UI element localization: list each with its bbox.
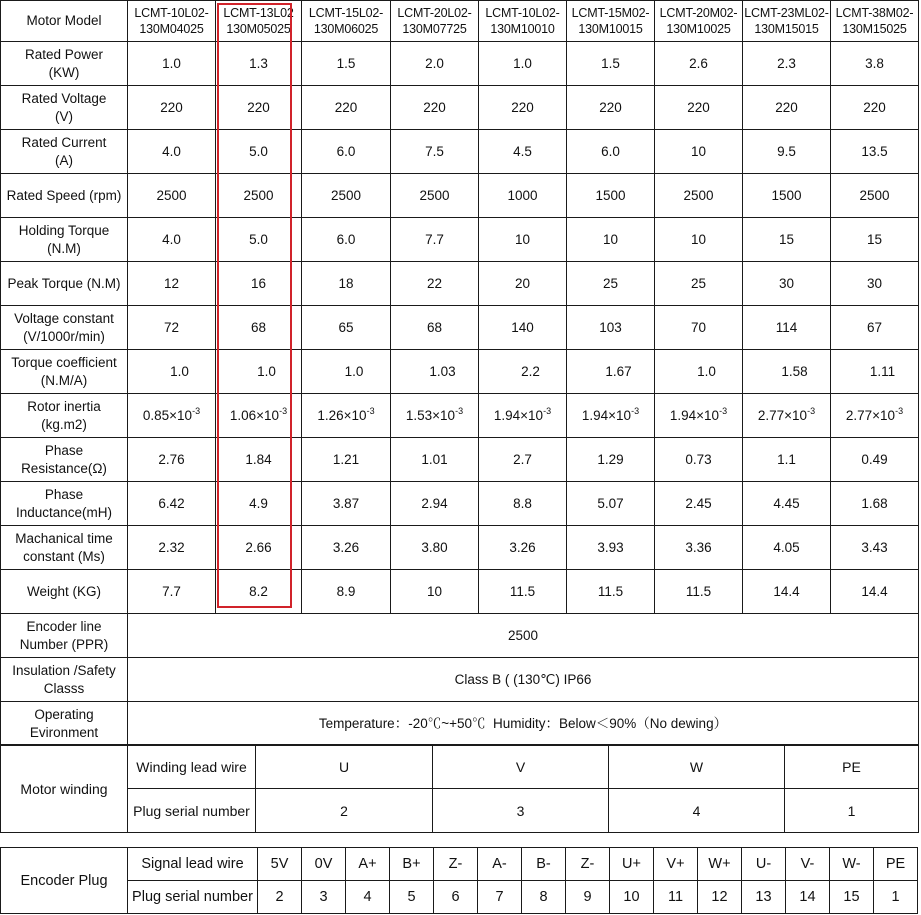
spec-value-cell	[128, 394, 216, 438]
encoder-plug-value-cell: A-	[478, 848, 522, 881]
spec-value-cell: 1000	[479, 174, 567, 218]
encoder-plug-value-cell: 4	[346, 881, 390, 914]
spec-value-cell: 3.93	[567, 526, 655, 570]
spec-label-cell: Peak Torque (N.M)	[1, 262, 128, 306]
encoder-plug-value-cell: W+	[698, 848, 742, 881]
spec-value-cell: 4.0	[128, 218, 216, 262]
spec-value-cell	[479, 394, 567, 438]
spec-value-cell: 1.0	[128, 350, 216, 394]
encoder-plug-value-cell: 9	[566, 881, 610, 914]
spec-value-cell: 3.43	[831, 526, 919, 570]
spec-value-cell: 70	[655, 306, 743, 350]
spec-value-cell: 11.5	[655, 570, 743, 614]
spec-value-cell: 1.67	[567, 350, 655, 394]
spec-value-cell: 1500	[567, 174, 655, 218]
spec-value-cell	[743, 394, 831, 438]
spec-value-cell: 1.03	[391, 350, 479, 394]
spec-value-cell: 1.84	[216, 438, 302, 482]
motor-winding-value-cell: U	[256, 745, 433, 789]
value-exponent: -3	[192, 405, 201, 416]
spec-value-cell: 15	[743, 218, 831, 262]
spec-value-cell: 11.5	[567, 570, 655, 614]
spec-label-cell: Voltage constant (V/1000r/min)	[1, 306, 128, 350]
value-mantissa: 1.94×10	[493, 407, 544, 423]
spec-value-cell: 6.0	[567, 130, 655, 174]
spec-value-cell: 2500	[655, 174, 743, 218]
spec-value-cell: 7.7	[128, 570, 216, 614]
value-mantissa: 2.77×10	[845, 407, 896, 423]
spec-value-cell: 18	[302, 262, 391, 306]
spec-value-cell: 2.45	[655, 482, 743, 526]
spec-value-cell: 1.21	[302, 438, 391, 482]
encoder-plug-value-cell: 2	[258, 881, 302, 914]
spec-span-row	[1, 614, 919, 658]
spec-row	[1, 262, 919, 306]
spec-value-cell: 1.01	[391, 438, 479, 482]
encoder-plug-value-cell: U+	[610, 848, 654, 881]
value-mantissa: 0.85×10	[142, 407, 193, 423]
spec-value-cell: 1.0	[216, 350, 302, 394]
spec-value-cell: 8.2	[216, 570, 302, 614]
value-exponent: -3	[719, 405, 728, 416]
encoder-plug-value-cell: 3	[302, 881, 346, 914]
motor-winding-value-cell: 4	[609, 789, 785, 833]
value-exponent: -3	[631, 405, 640, 416]
spec-value-cell: 6.42	[128, 482, 216, 526]
encoder-plug-row	[1, 881, 918, 914]
value-mantissa: 1.53×10	[405, 407, 456, 423]
value-exponent: -3	[543, 405, 552, 416]
spec-value-cell: 1.11	[831, 350, 919, 394]
spec-value-cell: 5.0	[216, 130, 302, 174]
spec-value-cell: 1.29	[567, 438, 655, 482]
spec-value-cell: 15	[831, 218, 919, 262]
spec-value-cell: 2500	[216, 174, 302, 218]
spec-value-cell: 10	[479, 218, 567, 262]
motor-winding-table	[0, 744, 919, 833]
spec-row	[1, 174, 919, 218]
value-exponent: -3	[807, 405, 816, 416]
encoder-plug-value-cell: 12	[698, 881, 742, 914]
encoder-plug-value-cell: PE	[874, 848, 918, 881]
spec-value-cell	[567, 394, 655, 438]
spec-label-cell: Rotor inertia (kg.m2)	[1, 394, 128, 438]
spec-value-cell: 0.73	[655, 438, 743, 482]
spec-value-cell	[831, 394, 919, 438]
spec-value-cell: 5.07	[567, 482, 655, 526]
spec-value-cell: 7.7	[391, 218, 479, 262]
spec-value-cell: 2.7	[479, 438, 567, 482]
model-header-cell: LCMT-15L02- 130M06025	[302, 1, 391, 42]
spec-value-cell: 68	[391, 306, 479, 350]
value-exponent: -3	[455, 405, 464, 416]
spec-label-cell: Holding Torque (N.M)	[1, 218, 128, 262]
spec-value-cell: 3.26	[302, 526, 391, 570]
spec-value-cell: 4.05	[743, 526, 831, 570]
spec-value-cell: 10	[655, 218, 743, 262]
value-exponent: -3	[366, 405, 375, 416]
spec-value-cell: 3.87	[302, 482, 391, 526]
motor-model-header: Motor Model	[1, 1, 128, 42]
encoder-plug-value-cell: 8	[522, 881, 566, 914]
spec-row	[1, 394, 919, 438]
spec-value-cell: 6.0	[302, 218, 391, 262]
spec-value-cell: 12	[128, 262, 216, 306]
encoder-plug-value-cell: Z-	[566, 848, 610, 881]
spec-span-row	[1, 702, 919, 746]
spec-value-cell: 1.3	[216, 42, 302, 86]
encoder-plug-value-cell: W-	[830, 848, 874, 881]
encoder-plug-table	[0, 847, 918, 914]
motor-winding-row-label: Winding lead wire	[128, 745, 256, 789]
spec-span-value: 2500	[128, 614, 919, 658]
spec-value-cell: 103	[567, 306, 655, 350]
encoder-plug-value-cell: 11	[654, 881, 698, 914]
spec-value-cell: 114	[743, 306, 831, 350]
spec-value-cell: 10	[391, 570, 479, 614]
spec-table-body	[1, 42, 919, 746]
motor-winding-value-cell: PE	[785, 745, 919, 789]
spec-label-cell: Rated Power (KW)	[1, 42, 128, 86]
spec-value-cell: 1.0	[128, 42, 216, 86]
spec-label-cell: Phase Inductance(mH)	[1, 482, 128, 526]
spec-value-cell: 30	[831, 262, 919, 306]
spec-value-cell: 25	[567, 262, 655, 306]
spec-span-value: Class B ( (130℃) IP66	[128, 658, 919, 702]
value-mantissa: 1.94×10	[669, 407, 720, 423]
spec-value-cell: 5.0	[216, 218, 302, 262]
spec-value-cell: 1.0	[655, 350, 743, 394]
spec-value-cell: 6.0	[302, 130, 391, 174]
spec-row	[1, 42, 919, 86]
spec-value-cell: 10	[567, 218, 655, 262]
spec-value-cell: 2500	[302, 174, 391, 218]
spec-value-cell: 72	[128, 306, 216, 350]
spec-value-cell: 3.80	[391, 526, 479, 570]
encoder-plug-value-cell: 1	[874, 881, 918, 914]
spec-value-cell: 2.2	[479, 350, 567, 394]
spec-value-cell: 220	[391, 86, 479, 130]
spec-row	[1, 482, 919, 526]
encoder-plug-value-cell: V+	[654, 848, 698, 881]
spec-value-cell: 2.32	[128, 526, 216, 570]
spec-label-cell: Torque coefficient (N.M/A)	[1, 350, 128, 394]
spec-value-cell: 14.4	[743, 570, 831, 614]
spec-row	[1, 438, 919, 482]
motor-winding-row	[1, 789, 919, 833]
model-header-cell: LCMT-13L02 130M05025	[216, 1, 302, 42]
spec-label-cell: Weight (KG)	[1, 570, 128, 614]
model-header-cell: LCMT-23ML02- 130M15015	[743, 1, 831, 42]
motor-winding-value-cell: 3	[433, 789, 609, 833]
encoder-plug-value-cell: B-	[522, 848, 566, 881]
model-header-cell: LCMT-20M02- 130M10025	[655, 1, 743, 42]
spec-label-cell: Machanical time constant (Ms)	[1, 526, 128, 570]
motor-winding-body	[1, 745, 919, 833]
spec-value-cell: 8.8	[479, 482, 567, 526]
spec-label-cell: Rated Current (A)	[1, 130, 128, 174]
spec-value-cell: 22	[391, 262, 479, 306]
spec-value-cell	[391, 394, 479, 438]
encoder-plug-value-cell: 5	[390, 881, 434, 914]
value-exponent: -3	[895, 405, 904, 416]
spec-value-cell: 1.5	[302, 42, 391, 86]
spec-row	[1, 526, 919, 570]
spec-value-cell: 220	[479, 86, 567, 130]
encoder-plug-value-cell: U-	[742, 848, 786, 881]
model-header-cell: LCMT-38M02- 130M15025	[831, 1, 919, 42]
spec-table-head	[1, 1, 919, 42]
spec-span-value: Temperature：-20℃~+50℃ Humidity：Below＜90%（No dewing）	[128, 702, 919, 746]
model-header-cell: LCMT-10L02- 130M04025	[128, 1, 216, 42]
spec-value-cell: 10	[655, 130, 743, 174]
spec-row	[1, 350, 919, 394]
spec-value-cell: 3.8	[831, 42, 919, 86]
spec-value-cell	[655, 394, 743, 438]
spec-value-cell: 2.94	[391, 482, 479, 526]
encoder-plug-value-cell: 15	[830, 881, 874, 914]
spec-value-cell: 30	[743, 262, 831, 306]
spec-value-cell: 14.4	[831, 570, 919, 614]
spec-value-cell: 220	[216, 86, 302, 130]
spec-value-cell: 16	[216, 262, 302, 306]
encoder-plug-group-label: Encoder Plug	[1, 848, 128, 914]
spec-row	[1, 86, 919, 130]
spec-value-cell: 220	[743, 86, 831, 130]
spec-value-cell: 4.0	[128, 130, 216, 174]
motor-winding-row-label: Plug serial number	[128, 789, 256, 833]
encoder-plug-value-cell: 7	[478, 881, 522, 914]
spec-value-cell: 2.0	[391, 42, 479, 86]
spec-value-cell: 2.76	[128, 438, 216, 482]
encoder-plug-value-cell: 14	[786, 881, 830, 914]
spec-row	[1, 130, 919, 174]
spec-value-cell: 2.66	[216, 526, 302, 570]
motor-winding-row	[1, 745, 919, 789]
motor-winding-group-label: Motor winding	[1, 745, 128, 833]
spec-value-cell: 2.3	[743, 42, 831, 86]
encoder-plug-value-cell: 5V	[258, 848, 302, 881]
model-header-cell: LCMT-15M02- 130M10015	[567, 1, 655, 42]
spec-label-cell: Rated Voltage (V)	[1, 86, 128, 130]
spec-value-cell: 2500	[128, 174, 216, 218]
spec-value-cell: 11.5	[479, 570, 567, 614]
value-exponent: -3	[279, 405, 288, 416]
encoder-plug-value-cell: A+	[346, 848, 390, 881]
spec-value-cell: 20	[479, 262, 567, 306]
spec-value-cell: 140	[479, 306, 567, 350]
spec-value-cell: 1.58	[743, 350, 831, 394]
spec-value-cell: 220	[128, 86, 216, 130]
spec-row	[1, 306, 919, 350]
spec-value-cell: 1.0	[479, 42, 567, 86]
spec-label-cell: Phase Resistance(Ω)	[1, 438, 128, 482]
spec-value-cell: 3.26	[479, 526, 567, 570]
spec-value-cell: 65	[302, 306, 391, 350]
spec-value-cell: 13.5	[831, 130, 919, 174]
spec-value-cell: 0.49	[831, 438, 919, 482]
spec-value-cell: 67	[831, 306, 919, 350]
value-mantissa: 2.77×10	[757, 407, 808, 423]
spec-value-cell: 2500	[831, 174, 919, 218]
spec-value-cell: 220	[302, 86, 391, 130]
value-mantissa: 1.26×10	[317, 407, 367, 423]
encoder-plug-value-cell: 0V	[302, 848, 346, 881]
value-mantissa: 1.06×10	[229, 407, 280, 423]
spec-value-cell: 7.5	[391, 130, 479, 174]
spec-label-cell: Encoder line Number (PPR)	[1, 614, 128, 658]
encoder-plug-value-cell: 13	[742, 881, 786, 914]
spec-value-cell: 25	[655, 262, 743, 306]
spec-value-cell: 1.5	[567, 42, 655, 86]
spec-value-cell: 3.36	[655, 526, 743, 570]
spec-value-cell: 4.9	[216, 482, 302, 526]
spec-span-row	[1, 658, 919, 702]
spec-value-cell: 68	[216, 306, 302, 350]
spec-row	[1, 570, 919, 614]
motor-winding-value-cell: 2	[256, 789, 433, 833]
encoder-plug-value-cell: Z-	[434, 848, 478, 881]
spec-value-cell: 8.9	[302, 570, 391, 614]
spec-value-cell: 1500	[743, 174, 831, 218]
spec-label-cell: Insulation /Safety Classs	[1, 658, 128, 702]
spec-value-cell: 2.6	[655, 42, 743, 86]
motor-winding-value-cell: V	[433, 745, 609, 789]
encoder-plug-row-label: Plug serial number	[128, 881, 258, 914]
value-mantissa: 1.94×10	[581, 407, 632, 423]
encoder-plug-row	[1, 848, 918, 881]
spec-value-cell: 4.45	[743, 482, 831, 526]
encoder-plug-row-label: Signal lead wire	[128, 848, 258, 881]
encoder-plug-value-cell: V-	[786, 848, 830, 881]
spec-value-cell: 1.68	[831, 482, 919, 526]
spec-value-cell: 1.0	[302, 350, 391, 394]
spec-label-cell: Rated Speed (rpm)	[1, 174, 128, 218]
encoder-plug-value-cell: B+	[390, 848, 434, 881]
motor-winding-value-cell: 1	[785, 789, 919, 833]
spec-value-cell	[302, 394, 391, 438]
motor-winding-value-cell: W	[609, 745, 785, 789]
encoder-plug-value-cell: 6	[434, 881, 478, 914]
spec-value-cell: 220	[831, 86, 919, 130]
spec-value-cell: 2500	[391, 174, 479, 218]
spec-value-cell: 4.5	[479, 130, 567, 174]
model-header-row	[1, 1, 919, 42]
spec-value-cell	[216, 394, 302, 438]
encoder-plug-body	[1, 848, 918, 914]
spec-value-cell: 220	[655, 86, 743, 130]
spec-label-cell: Operating Evironment	[1, 702, 128, 746]
model-header-cell: LCMT-10L02- 130M10010	[479, 1, 567, 42]
spec-row	[1, 218, 919, 262]
spec-value-cell: 220	[567, 86, 655, 130]
model-header-cell: LCMT-20L02- 130M07725	[391, 1, 479, 42]
encoder-plug-value-cell: 10	[610, 881, 654, 914]
spec-value-cell: 1.1	[743, 438, 831, 482]
spec-value-cell: 9.5	[743, 130, 831, 174]
